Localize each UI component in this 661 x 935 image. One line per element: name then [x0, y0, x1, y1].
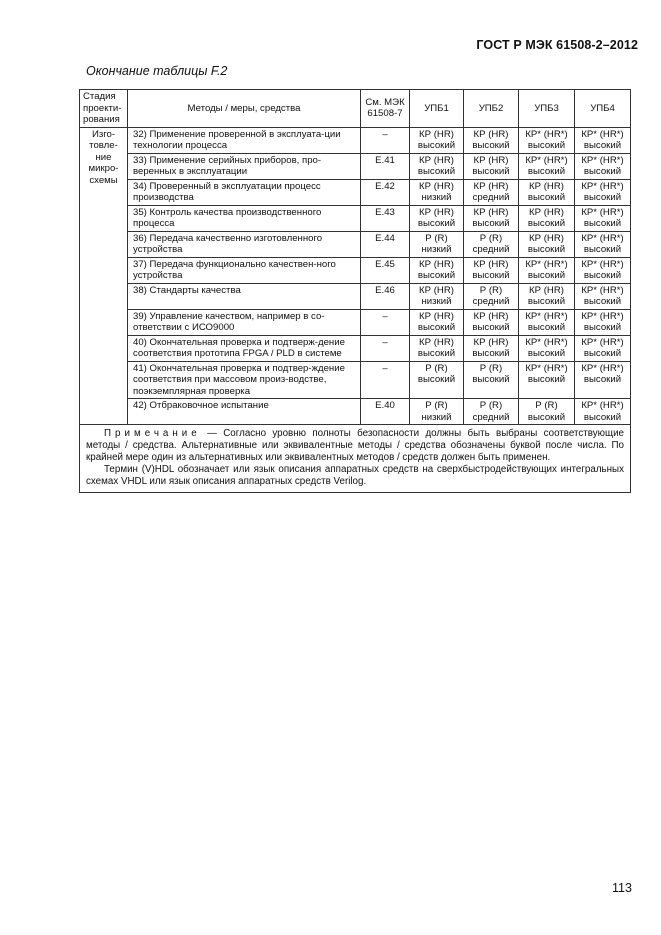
- table-row: [80, 399, 631, 425]
- upb4-cell: КР* (HR*) высокий: [575, 361, 631, 399]
- method-cell: 38) Стандарты качества: [128, 283, 361, 309]
- ref-cell: –: [361, 127, 410, 153]
- method-cell: 35) Контроль качества производственного процесса: [128, 205, 361, 231]
- method-cell: 42) Отбраковочное испытание: [128, 399, 361, 425]
- upb2-cell: Р (R) высокий: [464, 361, 519, 399]
- upb2-cell: КР (HR) высокий: [464, 205, 519, 231]
- method-cell: 32) Применение проверенной в эксплуата-ции технологии процесса: [128, 127, 361, 153]
- upb1-cell: КР (HR) высокий: [410, 309, 464, 335]
- upb2-cell: КР (HR) средний: [464, 179, 519, 205]
- upb4-cell: КР* (HR*) высокий: [575, 127, 631, 153]
- document-header: ГОСТ Р МЭК 61508-2–2012: [476, 38, 638, 52]
- upb4-cell: КР* (HR*) высокий: [575, 179, 631, 205]
- method-cell: 39) Управление качеством, например в со-ответствии с ИСО9000: [128, 309, 361, 335]
- upb1-cell: Р (R) низкий: [410, 231, 464, 257]
- upb3-cell: Р (R) высокий: [519, 399, 575, 425]
- table-row: [80, 205, 631, 231]
- table-row: [80, 127, 631, 153]
- upb1-cell: КР (HR) низкий: [410, 179, 464, 205]
- column-header-ref: См. МЭК 61508-7: [361, 90, 410, 128]
- upb3-cell: КР* (HR*) высокий: [519, 257, 575, 283]
- note-text-1: — Согласно уровню полноты безопасности должны быть выбраны соответствующие методы / средства. Альтернативные или эквивалентные методы / средства обозначены буквой после числа. По крайней мере один из альтернативных или эквивалентных методов / средств должен быть применен.: [86, 428, 624, 463]
- table-row: [80, 361, 631, 399]
- upb4-cell: КР* (HR*) высокий: [575, 283, 631, 309]
- upb1-cell: КР (HR) высокий: [410, 335, 464, 361]
- table-row: [80, 231, 631, 257]
- ref-cell: E.40: [361, 399, 410, 425]
- column-header-upb4: УПБ4: [575, 90, 631, 128]
- upb4-cell: КР* (HR*) высокий: [575, 335, 631, 361]
- ref-cell: E.45: [361, 257, 410, 283]
- note-text-2: Термин (V)HDL обозначает или язык описания аппаратных средств на сверхбыстродействующих интегральных схемах VHDL или язык описания аппаратных средств Verilog.: [86, 464, 624, 487]
- method-cell: 40) Окончательная проверка и подтверж-дение соответствия прототипа FPGA / PLD в системе: [128, 335, 361, 361]
- upb4-cell: КР* (HR*) высокий: [575, 231, 631, 257]
- method-cell: 41) Окончательная проверка и подтвер-ждение соответствия при массовом произ-водстве, поэкземплярная проверка: [128, 361, 361, 399]
- ref-cell: E.43: [361, 205, 410, 231]
- table-row: [80, 335, 631, 361]
- upb4-cell: КР* (HR*) высокий: [575, 309, 631, 335]
- note-label: Примечание: [104, 428, 201, 439]
- ref-cell: –: [361, 309, 410, 335]
- ref-cell: E.46: [361, 283, 410, 309]
- ref-cell: –: [361, 335, 410, 361]
- column-header-upb3: УПБ3: [519, 90, 575, 128]
- method-cell: 33) Применение серийных приборов, про-веренных в эксплуатации: [128, 153, 361, 179]
- upb1-cell: КР (HR) низкий: [410, 283, 464, 309]
- upb3-cell: КР (HR) высокий: [519, 283, 575, 309]
- upb3-cell: КР (HR) высокий: [519, 205, 575, 231]
- upb2-cell: КР (HR) высокий: [464, 153, 519, 179]
- upb1-cell: Р (R) низкий: [410, 399, 464, 425]
- column-header-methods: Методы / меры, средства: [128, 90, 361, 128]
- upb1-cell: КР (HR) высокий: [410, 257, 464, 283]
- column-header-upb1: УПБ1: [410, 90, 464, 128]
- upb1-cell: КР (HR) высокий: [410, 153, 464, 179]
- column-header-upb2: УПБ2: [464, 90, 519, 128]
- table-header-row: [80, 90, 631, 128]
- upb1-cell: Р (R) высокий: [410, 361, 464, 399]
- table-row: [80, 283, 631, 309]
- table-row: [80, 153, 631, 179]
- table-row: [80, 309, 631, 335]
- column-header-stage: Стадия проекти-рования: [80, 90, 128, 128]
- upb1-cell: КР (HR) высокий: [410, 205, 464, 231]
- upb2-cell: Р (R) средний: [464, 231, 519, 257]
- upb4-cell: КР* (HR*) высокий: [575, 257, 631, 283]
- upb4-cell: КР* (HR*) высокий: [575, 153, 631, 179]
- upb4-cell: КР* (HR*) высокий: [575, 399, 631, 425]
- upb2-cell: КР (HR) высокий: [464, 309, 519, 335]
- upb3-cell: КР (HR) высокий: [519, 231, 575, 257]
- ref-cell: E.44: [361, 231, 410, 257]
- stage-cell: Изго-товле-ние микро-схемы: [80, 127, 128, 425]
- upb3-cell: КР (HR) высокий: [519, 179, 575, 205]
- table-row: [80, 179, 631, 205]
- page-number: 113: [612, 881, 632, 895]
- upb3-cell: КР* (HR*) высокий: [519, 153, 575, 179]
- ref-cell: –: [361, 361, 410, 399]
- method-cell: 37) Передача функционально качествен-ного устройства: [128, 257, 361, 283]
- table-row: [80, 257, 631, 283]
- upb2-cell: КР (HR) высокий: [464, 127, 519, 153]
- method-cell: 36) Передача качественно изготовленного устройства: [128, 231, 361, 257]
- upb3-cell: КР* (HR*) высокий: [519, 127, 575, 153]
- upb4-cell: КР* (HR*) высокий: [575, 205, 631, 231]
- note-row: [80, 425, 631, 493]
- upb2-cell: Р (R) средний: [464, 399, 519, 425]
- upb3-cell: КР* (HR*) высокий: [519, 335, 575, 361]
- upb2-cell: Р (R) средний: [464, 283, 519, 309]
- method-cell: 34) Проверенный в эксплуатации процесс производства: [128, 179, 361, 205]
- ref-cell: E.42: [361, 179, 410, 205]
- upb2-cell: КР (HR) высокий: [464, 335, 519, 361]
- upb3-cell: КР* (HR*) высокий: [519, 361, 575, 399]
- upb2-cell: КР (HR) высокий: [464, 257, 519, 283]
- table-note: [80, 425, 631, 493]
- upb3-cell: КР* (HR*) высокий: [519, 309, 575, 335]
- requirements-table: [79, 89, 631, 493]
- ref-cell: E.41: [361, 153, 410, 179]
- upb1-cell: КР (HR) высокий: [410, 127, 464, 153]
- table-caption: Окончание таблицы F.2: [86, 64, 228, 78]
